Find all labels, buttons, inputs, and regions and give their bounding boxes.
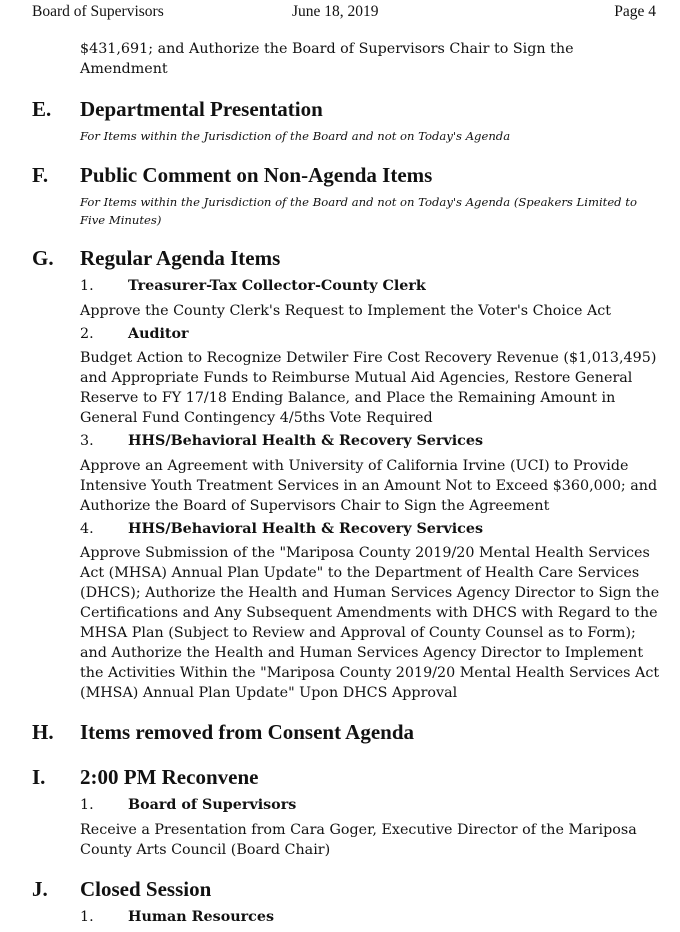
item-title: Human Resources [128,909,275,925]
item-title: Treasurer-Tax Collector-County Clerk [128,278,426,294]
text-line: Authorize the Board of Supervisors Chair to Sign the Agreement [80,498,550,514]
item-description [80,820,664,860]
section-i-title: 2:00 PM Reconvene [80,765,259,789]
section-h-letter: H. [32,720,54,744]
item-description [80,301,664,321]
item-description [80,456,664,516]
section-i-letter: I. [32,765,46,789]
header-org: Board of Supervisors [32,3,164,20]
text-line: Approve Submission of the "Mariposa County 2019/20 Mental Health Services [80,545,650,561]
text-line: General Fund Contingency 4/5ths Vote Required [80,410,433,426]
section-e-title: Departmental Presentation [80,97,323,121]
text-line: Certifications and Any Subsequent Amendments with DHCS with Regard to the [80,605,658,621]
text-line: the Activities Within the "Mariposa County 2019/20 Mental Health Services Act [80,665,660,681]
section-j-title: Closed Session [80,877,212,901]
section-f-note [80,193,670,229]
note-line: For Items within the Jurisdiction of the Board and not on Today's Agenda [80,129,511,143]
note-line: Five Minutes) [80,213,162,227]
section-g-title: Regular Agenda Items [80,246,281,270]
text-line: Budget Action to Recognize Detwiler Fire Cost Recovery Revenue ($1,013,495) [80,350,657,366]
item-number: 1. [80,909,94,925]
section-f-letter: F. [32,163,49,187]
text-line: (MHSA) Annual Plan Update" Upon DHCS Approval [80,685,458,701]
text-line: and Authorize the Health and Human Services Agency Director to Implement [80,645,644,661]
item-title: Board of Supervisors [128,797,297,813]
item-number: 3. [80,433,94,449]
text-line: Act (MHSA) Annual Plan Update" to the Department of Health Care Services [80,565,640,581]
note-line: For Items within the Jurisdiction of the Board and not on Today's Agenda (Speakers Limited to [80,195,637,209]
text-line: Reserve to FY 17/18 Ending Balance, and Place the Remaining Amount in [80,390,616,406]
item-number: 4. [80,521,94,537]
item-number: 1. [80,278,94,294]
item-title: HHS/Behavioral Health & Recovery Services [128,433,484,449]
item-number: 2. [80,326,94,342]
text-line: (DHCS); Authorize the Health and Human Services Agency Director to Sign the [80,585,660,601]
text-line: and Appropriate Funds to Reimburse Mutual Aid Agencies, Restore General [80,370,633,386]
text-line: Approve the County Clerk's Request to Implement the Voter's Choice Act [80,303,612,319]
section-h-title: Items removed from Consent Agenda [80,720,415,744]
item-title: Auditor [128,326,189,342]
text-line: MHSA Plan (Subject to Review and Approval of County Counsel as to Form); [80,625,636,641]
text-line: Amendment [80,61,168,77]
section-e-letter: E. [32,97,52,121]
section-e-note [80,127,670,145]
continuation-text [80,39,664,79]
header-date: June 18, 2019 [292,3,379,20]
item-description [80,543,664,703]
item-description [80,348,664,428]
text-line: Approve an Agreement with University of California Irvine (UCI) to Provide [80,458,629,474]
section-f-title: Public Comment on Non-Agenda Items [80,163,433,187]
text-line: Intensive Youth Treatment Services in an Amount Not to Exceed $360,000; and [80,478,658,494]
item-number: 1. [80,797,94,813]
text-line: $431,691; and Authorize the Board of Supervisors Chair to Sign the [80,41,574,57]
text-line: Receive a Presentation from Cara Goger, Executive Director of the Mariposa [80,822,637,838]
section-j-letter: J. [32,877,48,901]
text-line: County Arts Council (Board Chair) [80,842,331,858]
header-page-number: Page 4 [614,3,656,20]
item-title: HHS/Behavioral Health & Recovery Services [128,521,484,537]
section-g-letter: G. [32,246,54,270]
page-header [32,3,656,23]
